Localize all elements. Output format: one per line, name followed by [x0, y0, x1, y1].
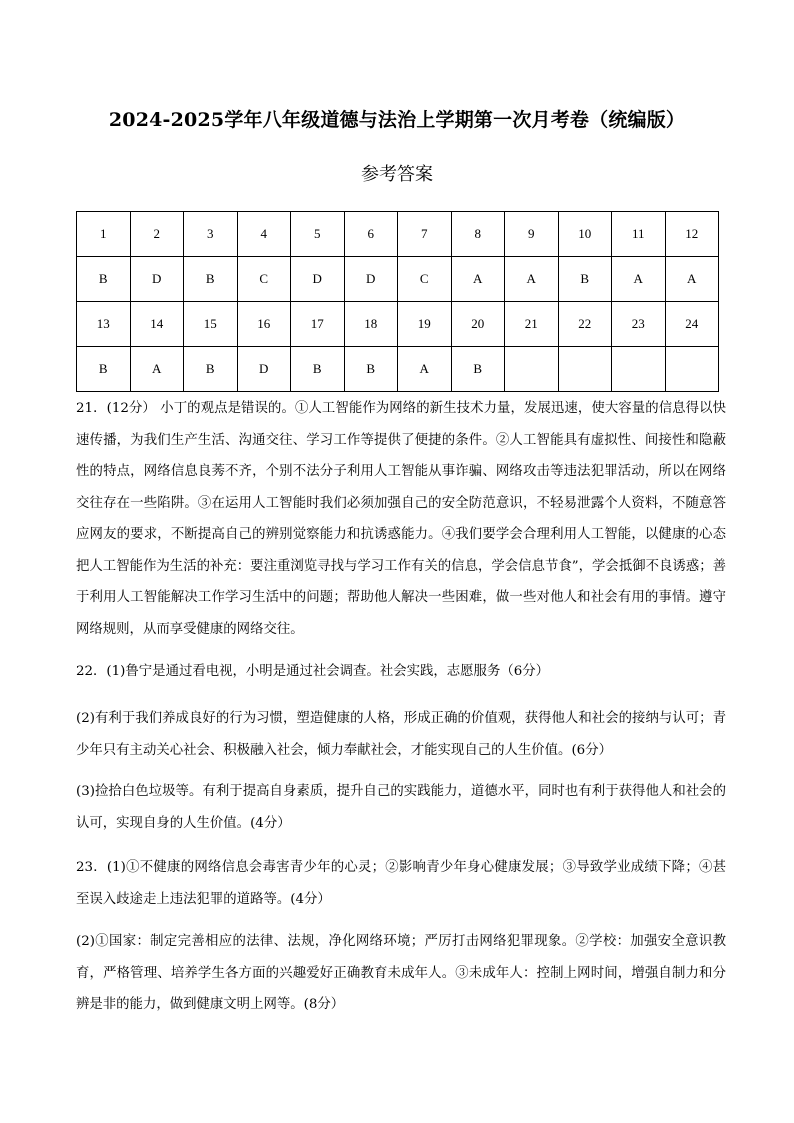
- answer-row: [77, 257, 719, 302]
- answer-cell: B: [184, 257, 238, 302]
- document-title: 2024-2025学年八年级道德与法治上学期第一次月考卷（统编版）: [108, 109, 686, 131]
- question-number-cell: 12: [665, 212, 719, 257]
- answer-key-heading: 参考答案: [361, 164, 433, 185]
- answer-cell: D: [237, 347, 291, 392]
- answer-cell: A: [505, 257, 559, 302]
- answer-cell: [558, 347, 612, 392]
- answer-cell: D: [291, 257, 345, 302]
- question-number-cell: 3: [184, 212, 238, 257]
- question-number-cell: 20: [451, 302, 505, 347]
- answer-cell: [505, 347, 559, 392]
- answer-cell: A: [612, 257, 666, 302]
- answer-q23-part1: 23．(1)①不健康的网络信息会毒害青少年的心灵；②影响青少年身心健康发展；③导致学业成绩下降；④甚至误入歧途走上违法犯罪的道路等。(4分）: [76, 860, 726, 907]
- question-number-cell: 19: [398, 302, 452, 347]
- question-number-cell: 24: [665, 302, 719, 347]
- answer-cell: B: [451, 347, 505, 392]
- question-number-cell: 18: [344, 302, 398, 347]
- answer-cell: A: [665, 257, 719, 302]
- answer-cell: B: [291, 347, 345, 392]
- answer-cell: A: [130, 347, 184, 392]
- answer-cell: C: [398, 257, 452, 302]
- question-number-cell: 23: [612, 302, 666, 347]
- answer-cell: B: [184, 347, 238, 392]
- question-number-cell: 21: [505, 302, 559, 347]
- question-number-cell: 16: [237, 302, 291, 347]
- answer-cell: A: [451, 257, 505, 302]
- answer-cell: B: [344, 347, 398, 392]
- question-number-cell: 10: [558, 212, 612, 257]
- question-number-cell: 6: [344, 212, 398, 257]
- answer-cell: [665, 347, 719, 392]
- answer-q22-part2: (2)有利于我们养成良好的行为习惯，塑造健康的人格，形成正确的价值观，获得他人和社会的接纳与认可；青少年只有主动关心社会、积极融入社会，倾力奉献社会，才能实现自己的人生价值。(6分）: [76, 711, 726, 758]
- question-number-cell: 7: [398, 212, 452, 257]
- question-number-cell: 15: [184, 302, 238, 347]
- question-number-cell: 17: [291, 302, 345, 347]
- question-number-cell: 14: [130, 302, 184, 347]
- question-number-cell: 2: [130, 212, 184, 257]
- question-number-cell: 8: [451, 212, 505, 257]
- question-number-cell: 9: [505, 212, 559, 257]
- question-number-row: [77, 212, 719, 257]
- answer-table: [76, 211, 719, 392]
- answer-cell: D: [130, 257, 184, 302]
- answer-cell: D: [344, 257, 398, 302]
- question-number-cell: 11: [612, 212, 666, 257]
- question-number-cell: 5: [291, 212, 345, 257]
- question-number-cell: 22: [558, 302, 612, 347]
- answer-q23-part2: (2)①国家：制定完善相应的法律、法规，净化网络环境；严厉打击网络犯罪现象。②学校：加强安全意识教育，严格管理、培养学生各方面的兴趣爱好正确教育未成年人。③未成年人：控制上网时间，增强自制力和分辨是非的能力，做到健康文明上网等。(8分）: [76, 934, 726, 1012]
- answer-row: [77, 347, 719, 392]
- answer-cell: B: [77, 257, 131, 302]
- question-number-row: [77, 302, 719, 347]
- answer-cell: B: [77, 347, 131, 392]
- answer-cell: B: [558, 257, 612, 302]
- answer-cell: [612, 347, 666, 392]
- question-number-cell: 13: [77, 302, 131, 347]
- answer-cell: C: [237, 257, 291, 302]
- answer-q22-part1: 22．(1)鲁宁是通过看电视，小明是通过社会调查。社会实践，志愿服务（6分）: [76, 664, 550, 679]
- answer-q22-part3: (3)捡拾白色垃圾等。有利于提高自身素质，提升自己的实践能力，道德水平，同时也有利于获得他人和社会的认可，实现自身的人生价值。(4分）: [76, 784, 726, 831]
- question-number-cell: 4: [237, 212, 291, 257]
- question-number-cell: 1: [77, 212, 131, 257]
- answer-q21: 21．(12分） 小丁的观点是错误的。①人工智能作为网络的新生技术力量，发展迅速，使大容量的信息得以快速传播，为我们生产生活、沟通交往、学习工作等提供了便捷的条件。②人工智能具有虚拟性、间接性和隐蔽性的特点，网络信息良莠不齐，个别不法分子利用人工智能从事诈骗、网络攻击等违法犯罪活动，所以在网络交往存在一些陷阱。③在运用人工智能时我们必须加强自己的安全防范意识，不轻易泄露个人资料，不随意答应网友的要求，不断提高自己的辨别觉察能力和抗诱惑能力。④我们要学会合理利用人工智能，以健康的心态把人工智能作为生活的补充：要注重浏览寻找与学习工作有关的信息，学会信息节食”，学会抵御不良诱惑；善于利用人工智能解决工作学习生活中的问题；帮助他人解决一些困难，做一些对他人和社会有用的事情。遵守网络规则，从而享受健康的网络交往。: [76, 401, 726, 637]
- answer-cell: A: [398, 347, 452, 392]
